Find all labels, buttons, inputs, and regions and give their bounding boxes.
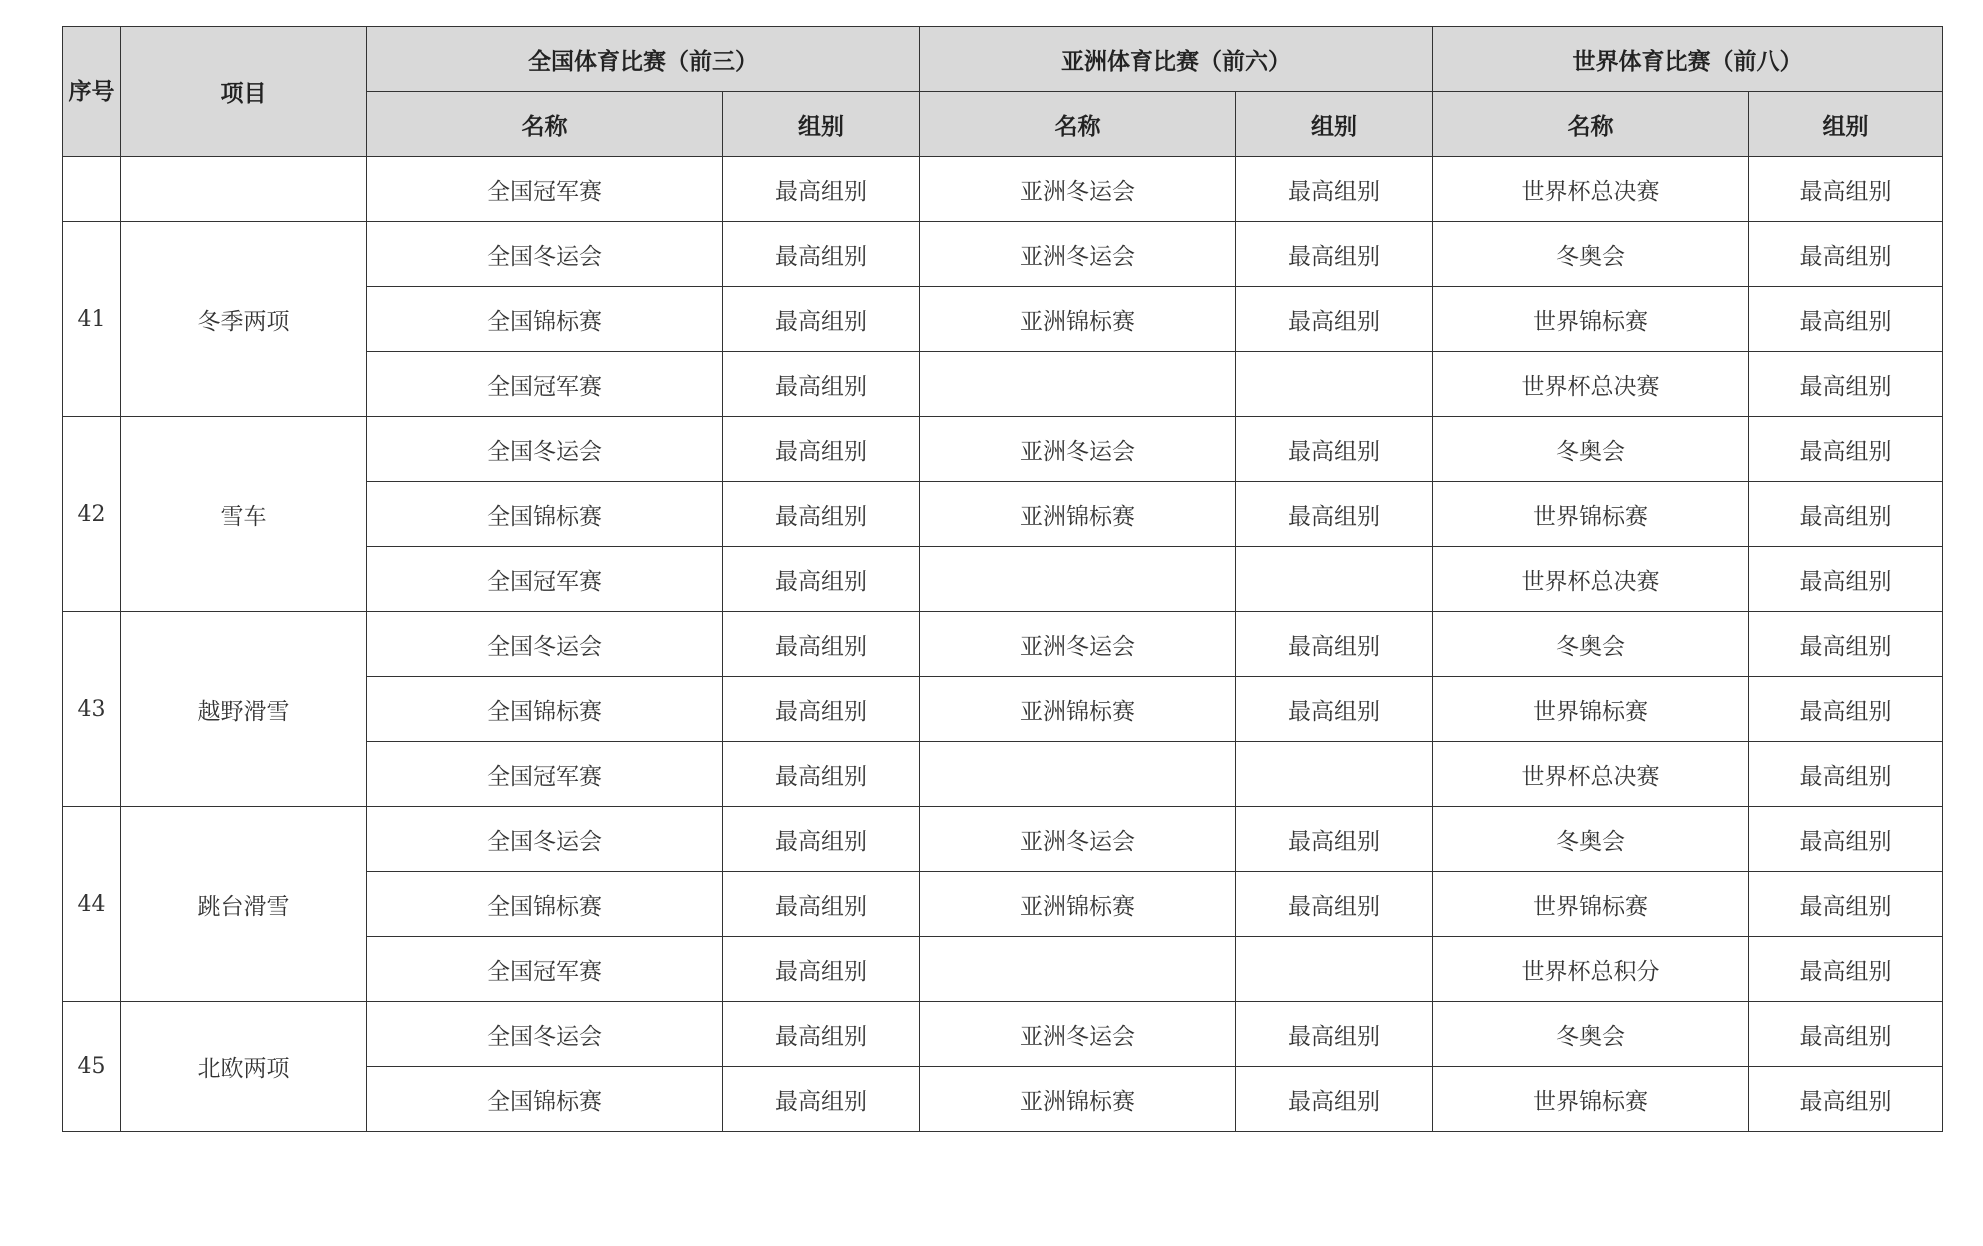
world-name-cell: 冬奥会	[1433, 417, 1749, 482]
asia-name-cell	[920, 937, 1236, 1002]
world-name-cell: 冬奥会	[1433, 1002, 1749, 1067]
header-national-group: 组别	[723, 92, 920, 157]
national-group-cell: 最高组别	[723, 287, 920, 352]
world-name-cell: 冬奥会	[1433, 612, 1749, 677]
header-asia: 亚洲体育比赛（前六）	[920, 27, 1433, 92]
national-name-cell: 全国冠军赛	[367, 352, 723, 417]
header-national: 全国体育比赛（前三）	[367, 27, 920, 92]
world-group-cell: 最高组别	[1749, 1002, 1943, 1067]
asia-name-cell: 亚洲冬运会	[920, 222, 1236, 287]
table-body	[63, 157, 1943, 1132]
national-name-cell: 全国冬运会	[367, 222, 723, 287]
world-group-cell: 最高组别	[1749, 417, 1943, 482]
competition-table	[62, 26, 1943, 1132]
table-row	[63, 157, 1943, 222]
national-group-cell: 最高组别	[723, 677, 920, 742]
item-cell: 跳台滑雪	[121, 807, 367, 1002]
asia-name-cell: 亚洲锦标赛	[920, 1067, 1236, 1132]
seq-cell: 44	[63, 807, 121, 1002]
asia-group-cell: 最高组别	[1236, 157, 1433, 222]
national-name-cell: 全国冬运会	[367, 807, 723, 872]
item-cell: 雪车	[121, 417, 367, 612]
header-asia-group: 组别	[1236, 92, 1433, 157]
asia-name-cell: 亚洲冬运会	[920, 612, 1236, 677]
national-name-cell: 全国锦标赛	[367, 482, 723, 547]
world-group-cell: 最高组别	[1749, 807, 1943, 872]
national-name-cell: 全国冬运会	[367, 417, 723, 482]
world-group-cell: 最高组别	[1749, 937, 1943, 1002]
seq-cell	[63, 157, 121, 222]
seq-cell: 42	[63, 417, 121, 612]
document-page	[62, 26, 1942, 1132]
world-name-cell: 世界杯总积分	[1433, 937, 1749, 1002]
world-name-cell: 冬奥会	[1433, 807, 1749, 872]
header-world-group: 组别	[1749, 92, 1943, 157]
asia-name-cell: 亚洲冬运会	[920, 807, 1236, 872]
asia-group-cell	[1236, 547, 1433, 612]
national-group-cell: 最高组别	[723, 1002, 920, 1067]
item-cell: 北欧两项	[121, 1002, 367, 1132]
table-header	[63, 27, 1943, 157]
world-group-cell: 最高组别	[1749, 482, 1943, 547]
header-item: 项目	[121, 27, 367, 157]
world-name-cell: 世界锦标赛	[1433, 287, 1749, 352]
asia-name-cell: 亚洲冬运会	[920, 157, 1236, 222]
asia-group-cell: 最高组别	[1236, 287, 1433, 352]
item-cell	[121, 157, 367, 222]
asia-group-cell	[1236, 937, 1433, 1002]
world-name-cell: 世界杯总决赛	[1433, 157, 1749, 222]
world-name-cell: 世界锦标赛	[1433, 482, 1749, 547]
table-row	[63, 222, 1943, 287]
national-name-cell: 全国冬运会	[367, 612, 723, 677]
national-group-cell: 最高组别	[723, 547, 920, 612]
national-group-cell: 最高组别	[723, 807, 920, 872]
asia-group-cell: 最高组别	[1236, 417, 1433, 482]
asia-group-cell: 最高组别	[1236, 612, 1433, 677]
item-cell: 冬季两项	[121, 222, 367, 417]
seq-cell: 45	[63, 1002, 121, 1132]
asia-name-cell: 亚洲锦标赛	[920, 677, 1236, 742]
asia-name-cell: 亚洲锦标赛	[920, 872, 1236, 937]
national-group-cell: 最高组别	[723, 937, 920, 1002]
table-row	[63, 612, 1943, 677]
asia-group-cell: 最高组别	[1236, 482, 1433, 547]
world-group-cell: 最高组别	[1749, 872, 1943, 937]
asia-name-cell	[920, 547, 1236, 612]
national-name-cell: 全国冠军赛	[367, 547, 723, 612]
national-group-cell: 最高组别	[723, 157, 920, 222]
table-row	[63, 417, 1943, 482]
national-name-cell: 全国冬运会	[367, 1002, 723, 1067]
seq-cell: 43	[63, 612, 121, 807]
header-national-name: 名称	[367, 92, 723, 157]
national-name-cell: 全国冠军赛	[367, 742, 723, 807]
asia-name-cell: 亚洲冬运会	[920, 1002, 1236, 1067]
asia-name-cell: 亚洲冬运会	[920, 417, 1236, 482]
national-group-cell: 最高组别	[723, 417, 920, 482]
asia-group-cell: 最高组别	[1236, 222, 1433, 287]
national-name-cell: 全国锦标赛	[367, 872, 723, 937]
header-world: 世界体育比赛（前八）	[1433, 27, 1943, 92]
world-name-cell: 冬奥会	[1433, 222, 1749, 287]
asia-name-cell: 亚洲锦标赛	[920, 482, 1236, 547]
world-group-cell: 最高组别	[1749, 1067, 1943, 1132]
world-group-cell: 最高组别	[1749, 742, 1943, 807]
asia-group-cell: 最高组别	[1236, 872, 1433, 937]
table-row	[63, 1002, 1943, 1067]
header-world-name: 名称	[1433, 92, 1749, 157]
seq-cell: 41	[63, 222, 121, 417]
world-name-cell: 世界杯总决赛	[1433, 742, 1749, 807]
national-group-cell: 最高组别	[723, 352, 920, 417]
world-name-cell: 世界锦标赛	[1433, 1067, 1749, 1132]
world-name-cell: 世界锦标赛	[1433, 872, 1749, 937]
table-row	[63, 807, 1943, 872]
asia-group-cell	[1236, 742, 1433, 807]
world-name-cell: 世界锦标赛	[1433, 677, 1749, 742]
asia-name-cell	[920, 352, 1236, 417]
national-name-cell: 全国锦标赛	[367, 287, 723, 352]
national-group-cell: 最高组别	[723, 482, 920, 547]
asia-name-cell: 亚洲锦标赛	[920, 287, 1236, 352]
world-name-cell: 世界杯总决赛	[1433, 352, 1749, 417]
header-asia-name: 名称	[920, 92, 1236, 157]
world-group-cell: 最高组别	[1749, 157, 1943, 222]
world-group-cell: 最高组别	[1749, 547, 1943, 612]
national-group-cell: 最高组别	[723, 612, 920, 677]
item-cell: 越野滑雪	[121, 612, 367, 807]
asia-group-cell: 最高组别	[1236, 807, 1433, 872]
national-group-cell: 最高组别	[723, 1067, 920, 1132]
national-group-cell: 最高组别	[723, 872, 920, 937]
national-name-cell: 全国锦标赛	[367, 677, 723, 742]
national-group-cell: 最高组别	[723, 222, 920, 287]
asia-group-cell	[1236, 352, 1433, 417]
asia-group-cell: 最高组别	[1236, 677, 1433, 742]
world-group-cell: 最高组别	[1749, 612, 1943, 677]
world-group-cell: 最高组别	[1749, 287, 1943, 352]
national-name-cell: 全国冠军赛	[367, 937, 723, 1002]
world-group-cell: 最高组别	[1749, 352, 1943, 417]
world-name-cell: 世界杯总决赛	[1433, 547, 1749, 612]
header-row-top	[63, 27, 1943, 92]
asia-group-cell: 最高组别	[1236, 1002, 1433, 1067]
asia-name-cell	[920, 742, 1236, 807]
national-name-cell: 全国锦标赛	[367, 1067, 723, 1132]
world-group-cell: 最高组别	[1749, 677, 1943, 742]
header-seq: 序号	[63, 27, 121, 157]
world-group-cell: 最高组别	[1749, 222, 1943, 287]
national-group-cell: 最高组别	[723, 742, 920, 807]
asia-group-cell: 最高组别	[1236, 1067, 1433, 1132]
national-name-cell: 全国冠军赛	[367, 157, 723, 222]
